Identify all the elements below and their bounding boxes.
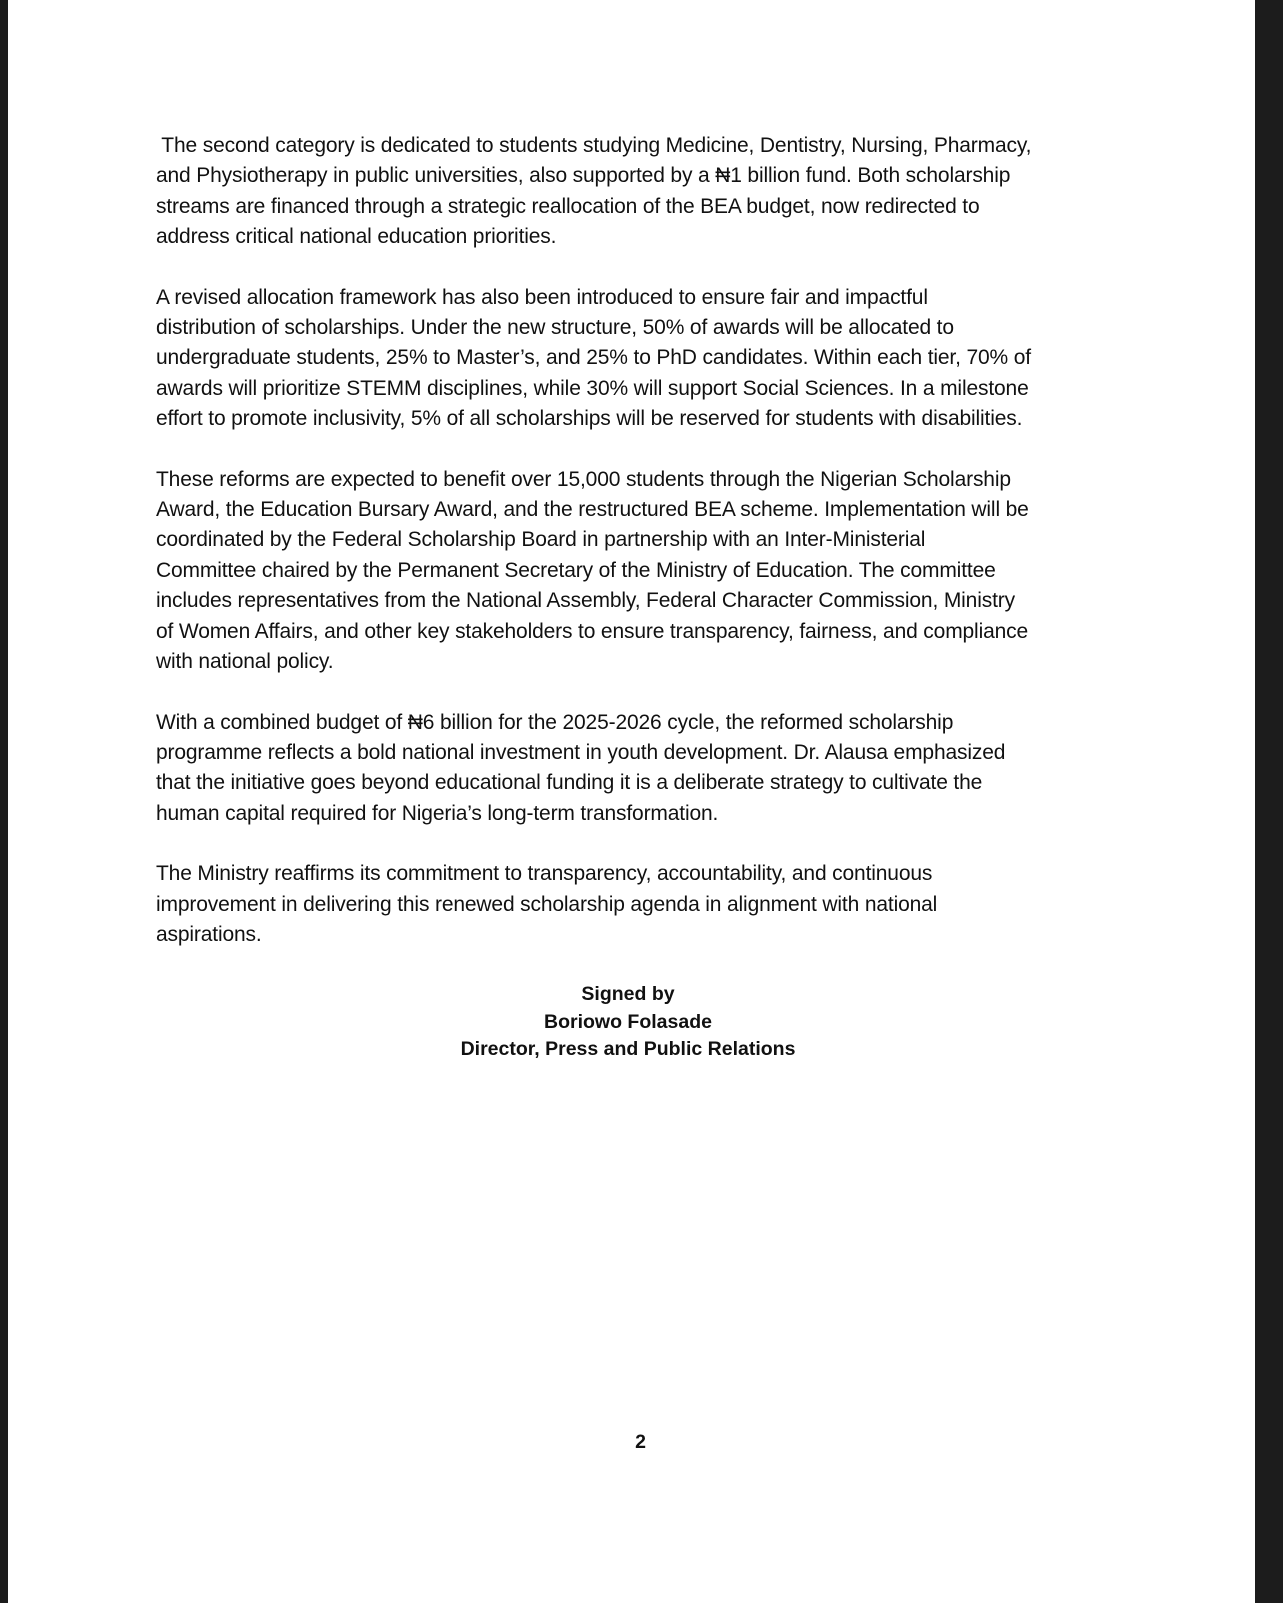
paragraph-line: improvement in delivering this renewed scholarship agenda in alignment with national — [156, 892, 938, 916]
paragraph-line: and Physiotherapy in public universities, also supported by a ₦1 billion fund. Both scholarship — [156, 164, 1011, 188]
paragraph-line: address critical national education priorities. — [156, 225, 557, 249]
paragraph-line: The second category is dedicated to students studying Medicine, Dentistry, Nursing, Pharmacy, — [156, 134, 1032, 157]
paragraph-line: undergraduate students, 25% to Master’s, and 25% to PhD candidates. Within each tier, 70% of — [156, 346, 1031, 370]
paragraph-line: programme reflects a bold national investment in youth development. Dr. Alausa emphasized — [156, 740, 1006, 764]
paragraph-line: streams are financed through a strategic reallocation of the BEA budget, now redirected to — [156, 194, 980, 218]
viewer-left-edge — [0, 0, 8, 1603]
paragraph-line: Award, the Education Bursary Award, and the restructured BEA scheme. Implementation will be — [156, 498, 1029, 522]
paragraph-line: with national policy. — [156, 650, 334, 674]
document-page — [8, 0, 1255, 1603]
signature-block — [5, 981, 1252, 1064]
paragraph-reforms — [156, 465, 1136, 678]
paragraph-ministry-commitment — [156, 859, 1136, 950]
paragraph-line: of Women Affairs, and other key stakeholders to ensure transparency, fairness, and compliance — [156, 619, 1029, 643]
paragraph-line: coordinated by the Federal Scholarship Board in partnership with an Inter-Ministerial — [156, 528, 926, 552]
paragraph-line: With a combined budget of ₦6 billion for the 2025-2026 cycle, the reformed scholarship — [156, 710, 954, 734]
signed-by-label: Signed by — [581, 983, 675, 1005]
paragraph-line: includes representatives from the National Assembly, Federal Character Commission, Ministry — [156, 589, 1015, 613]
paragraph-line: awards will prioritize STEMM disciplines, while 30% will support Social Sciences. In a milestone — [156, 376, 1029, 400]
document-body — [156, 131, 1136, 980]
paragraph-line: human capital required for Nigeria’s long-term transformation. — [156, 801, 719, 825]
paragraph-line: These reforms are expected to benefit over 15,000 students through the Nigerian Scholarship — [156, 467, 1011, 491]
viewer-right-edge — [1255, 0, 1283, 1603]
paragraph-line: A revised allocation framework has also been introduced to ensure fair and impactful — [156, 285, 928, 309]
paragraph-line: Committee chaired by the Permanent Secretary of the Ministry of Education. The committee — [156, 558, 996, 582]
paragraph-line: The Ministry reaffirms its commitment to transparency, accountability, and continuous — [156, 862, 933, 886]
paragraph-combined-budget — [156, 708, 1136, 830]
page-number: 2 — [635, 1431, 646, 1453]
paragraph-line: distribution of scholarships. Under the new structure, 50% of awards will be allocated to — [156, 316, 954, 340]
signatory-title: Director, Press and Public Relations — [460, 1038, 796, 1060]
paragraph-line: aspirations. — [156, 922, 262, 946]
signatory-name: Boriowo Folasade — [544, 1010, 712, 1033]
paragraph-allocation-framework — [156, 283, 1136, 435]
paragraph-line: effort to promote inclusivity, 5% of all scholarships will be reserved for students with disabilities. — [156, 407, 1023, 431]
paragraph-line: that the initiative goes beyond educational funding it is a deliberate strategy to cultivate the — [156, 771, 983, 795]
paragraph-second-category — [156, 131, 1136, 253]
